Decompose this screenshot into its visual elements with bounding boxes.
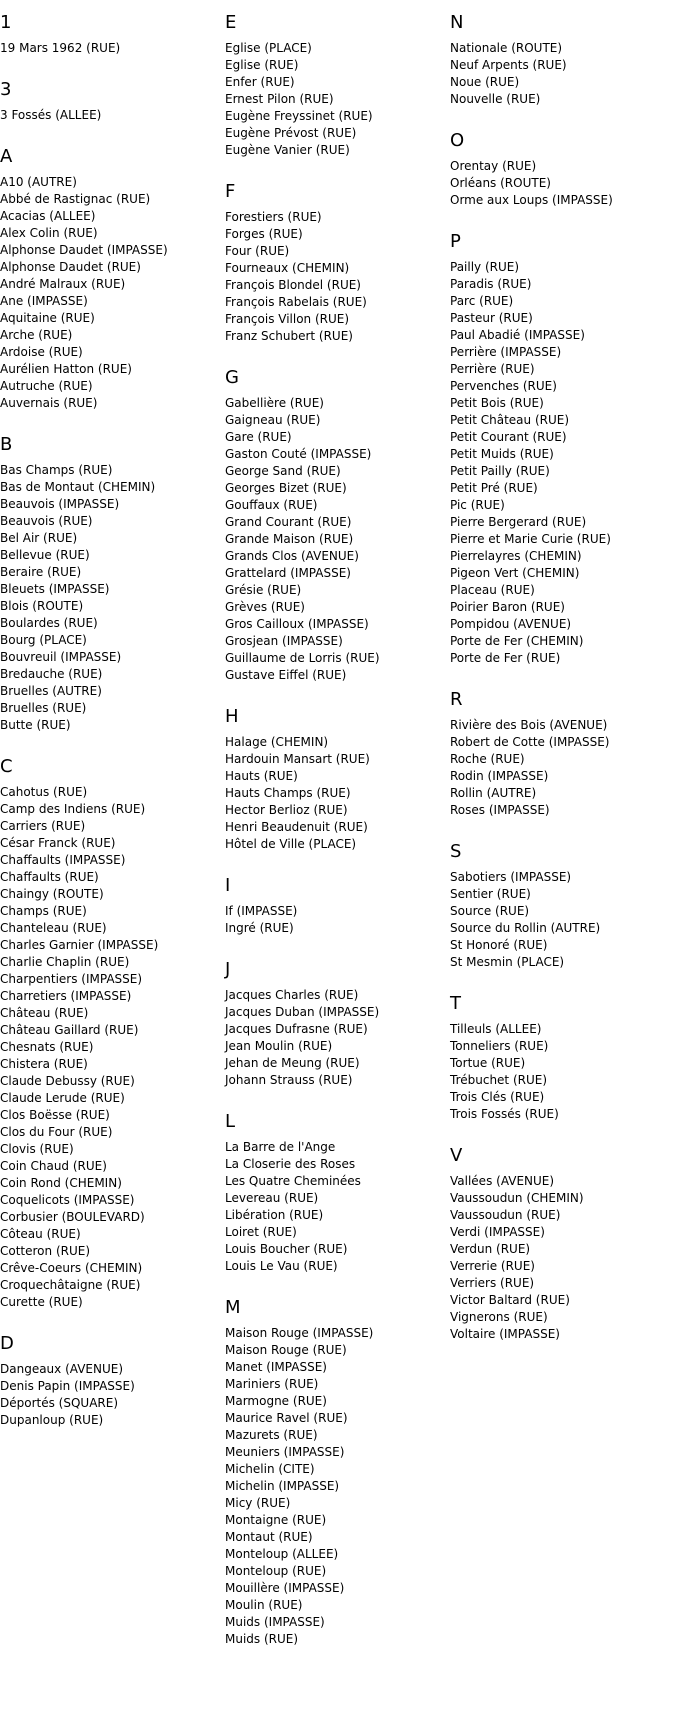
street-item: Paradis (RUE): [450, 277, 532, 291]
street-item: Orentay (RUE): [450, 159, 537, 173]
street-list: [225, 903, 443, 937]
street-item: Camp des Indiens (RUE): [0, 802, 146, 816]
street-item: Cotteron (RUE): [0, 1244, 91, 1258]
section-heading: C: [0, 756, 13, 777]
street-item: Corbusier (BOULEVARD): [0, 1210, 145, 1224]
street-list: [225, 40, 443, 159]
street-item: Eglise (PLACE): [225, 41, 312, 55]
street-item: Champs (RUE): [0, 904, 87, 918]
street-item: Fourneaux (CHEMIN): [225, 261, 350, 275]
street-item: Ingré (RUE): [225, 921, 294, 935]
street-item: Gros Cailloux (IMPASSE): [225, 617, 369, 631]
street-item: Mouillère (IMPASSE): [225, 1581, 345, 1595]
street-item: Porte de Fer (CHEMIN): [450, 634, 584, 648]
column-3: [450, 12, 675, 1343]
street-item: Autruche (RUE): [0, 379, 93, 393]
street-item: Vignerons (RUE): [450, 1310, 548, 1324]
street-item: La Closerie des Roses: [225, 1157, 356, 1171]
street-item: Dangeaux (AVENUE): [0, 1362, 124, 1376]
street-item: 3 Fossés (ALLEE): [0, 108, 102, 122]
street-item: Tortue (RUE): [450, 1056, 526, 1070]
street-item: Michelin (CITE): [225, 1462, 315, 1476]
street-item: Maison Rouge (RUE): [225, 1343, 347, 1357]
street-item: Victor Baltard (RUE): [450, 1293, 570, 1307]
section-spacer: [450, 209, 675, 231]
section-spacer: [450, 971, 675, 993]
street-item: Dupanloup (RUE): [0, 1413, 104, 1427]
street-item: Source du Rollin (AUTRE): [450, 921, 601, 935]
street-item: Voltaire (IMPASSE): [450, 1327, 560, 1341]
street-item: Trois Clés (RUE): [450, 1090, 545, 1104]
section-heading: B: [0, 434, 13, 455]
street-item: Pompidou (AVENUE): [450, 617, 572, 631]
section-heading: A: [0, 146, 13, 167]
section-spacer: [0, 124, 218, 146]
street-item: Gustave Eiffel (RUE): [225, 668, 347, 682]
street-item: Muids (RUE): [225, 1632, 299, 1646]
street-item: Jean Moulin (RUE): [225, 1039, 333, 1053]
section-heading: O: [450, 130, 465, 151]
street-item: Arche (RUE): [0, 328, 73, 342]
street-item: Bruelles (AUTRE): [0, 684, 102, 698]
street-list: [225, 1139, 443, 1275]
street-list: [0, 462, 218, 734]
section-heading: 3: [0, 79, 12, 100]
street-item: Paul Abadié (IMPASSE): [450, 328, 585, 342]
street-item: Montaigne (RUE): [225, 1513, 327, 1527]
street-item: Petit Bois (RUE): [450, 396, 544, 410]
street-item: Grande Maison (RUE): [225, 532, 354, 546]
street-item: Chistera (RUE): [0, 1057, 88, 1071]
street-item: La Barre de l'Ange: [225, 1140, 336, 1154]
street-item: Curette (RUE): [0, 1295, 83, 1309]
section-heading: V: [450, 1145, 463, 1166]
section-heading: N: [450, 12, 464, 33]
street-item: Manet (IMPASSE): [225, 1360, 327, 1374]
street-item: Blois (ROUTE): [0, 599, 84, 613]
section-m: [225, 1297, 443, 1648]
street-item: Claude Debussy (RUE): [0, 1074, 135, 1088]
street-item: Mazurets (RUE): [225, 1428, 318, 1442]
street-item: Grésie (RUE): [225, 583, 302, 597]
street-item: Jacques Charles (RUE): [225, 988, 359, 1002]
street-item: Source (RUE): [450, 904, 530, 918]
street-item: Bellevue (RUE): [0, 548, 90, 562]
street-item: Levereau (RUE): [225, 1191, 319, 1205]
street-item: Grands Clos (AVENUE): [225, 549, 359, 563]
section-spacer: [0, 57, 218, 79]
street-list: [450, 1173, 675, 1343]
street-item: Chaffaults (IMPASSE): [0, 853, 126, 867]
street-item: Eglise (RUE): [225, 58, 299, 72]
street-item: Grattelard (IMPASSE): [225, 566, 351, 580]
street-item: Auvernais (RUE): [0, 396, 98, 410]
street-item: Petit Château (RUE): [450, 413, 570, 427]
street-item: Bredauche (RUE): [0, 667, 103, 681]
street-item: Parc (RUE): [450, 294, 514, 308]
section-l: [225, 1111, 443, 1275]
section-spacer: [450, 819, 675, 841]
street-item: César Franck (RUE): [0, 836, 116, 850]
street-item: Meuniers (IMPASSE): [225, 1445, 345, 1459]
street-item: Eugène Freyssinet (RUE): [225, 109, 373, 123]
section-o: [450, 130, 675, 209]
street-item: Bas Champs (RUE): [0, 463, 113, 477]
section-heading: 1: [0, 12, 12, 33]
street-item: Petit Muids (RUE): [450, 447, 554, 461]
street-item: Louis Le Vau (RUE): [225, 1259, 338, 1273]
street-item: Eugène Prévost (RUE): [225, 126, 357, 140]
street-item: Carriers (RUE): [0, 819, 86, 833]
street-item: Perrière (RUE): [450, 362, 535, 376]
street-item: Four (RUE): [225, 244, 290, 258]
section-heading: D: [0, 1333, 14, 1354]
street-item: Coin Chaud (RUE): [0, 1159, 107, 1173]
column-2: [225, 12, 443, 1648]
street-list: [0, 107, 218, 124]
street-item: Maurice Ravel (RUE): [225, 1411, 348, 1425]
street-item: Bouvreuil (IMPASSE): [0, 650, 122, 664]
section-spacer: [225, 159, 443, 181]
street-item: Bleuets (IMPASSE): [0, 582, 110, 596]
street-item: Porte de Fer (RUE): [450, 651, 561, 665]
street-item: Bas de Montaut (CHEMIN): [0, 480, 156, 494]
street-item: Verrerie (RUE): [450, 1259, 535, 1273]
street-item: Gaigneau (RUE): [225, 413, 321, 427]
street-item: Tilleuls (ALLEE): [450, 1022, 542, 1036]
street-item: Hauts Champs (RUE): [225, 786, 351, 800]
street-item: Rollin (AUTRE): [450, 786, 537, 800]
street-item: Nationale (ROUTE): [450, 41, 563, 55]
section-heading: G: [225, 367, 239, 388]
street-item: Gabellière (RUE): [225, 396, 324, 410]
street-item: Tonneliers (RUE): [450, 1039, 549, 1053]
section-spacer: [225, 345, 443, 367]
section-1: [0, 12, 218, 57]
street-list: [0, 1361, 218, 1429]
street-item: Jacques Duban (IMPASSE): [225, 1005, 380, 1019]
section-spacer: [450, 108, 675, 130]
street-item: Franz Schubert (RUE): [225, 329, 353, 343]
street-item: Charretiers (IMPASSE): [0, 989, 132, 1003]
section-heading: S: [450, 841, 462, 862]
street-item: Robert de Cotte (IMPASSE): [450, 735, 610, 749]
street-item: Trois Fossés (RUE): [450, 1107, 559, 1121]
street-item: Déportés (SQUARE): [0, 1396, 119, 1410]
street-item: Acacias (ALLEE): [0, 209, 96, 223]
section-heading: F: [225, 181, 236, 202]
street-item: Pasteur (RUE): [450, 311, 533, 325]
street-item: Beraire (RUE): [0, 565, 82, 579]
street-item: Pailly (RUE): [450, 260, 520, 274]
street-list: [450, 40, 675, 108]
section-spacer: [0, 1311, 218, 1333]
section-e: [225, 12, 443, 159]
street-item: Charles Garnier (IMPASSE): [0, 938, 159, 952]
street-item: Denis Papin (IMPASSE): [0, 1379, 135, 1393]
street-list: [450, 259, 675, 667]
street-item: Charlie Chaplin (RUE): [0, 955, 130, 969]
section-v: [450, 1145, 675, 1343]
street-item: Boulardes (RUE): [0, 616, 98, 630]
street-item: Trébuchet (RUE): [450, 1073, 548, 1087]
street-item: Gare (RUE): [225, 430, 292, 444]
street-item: Cahotus (RUE): [0, 785, 88, 799]
street-item: Croquechâtaigne (RUE): [0, 1278, 141, 1292]
section-heading: J: [225, 959, 231, 980]
street-list: [450, 717, 675, 819]
section-f: [225, 181, 443, 345]
street-item: Clos du Four (RUE): [0, 1125, 113, 1139]
street-item: Butte (RUE): [0, 718, 71, 732]
street-item: Ernest Pilon (RUE): [225, 92, 334, 106]
street-item: Pierre et Marie Curie (RUE): [450, 532, 611, 546]
street-item: François Blondel (RUE): [225, 278, 361, 292]
street-item: Aquitaine (RUE): [0, 311, 95, 325]
street-item: André Malraux (RUE): [0, 277, 126, 291]
street-item: Clovis (RUE): [0, 1142, 74, 1156]
street-item: Chanteleau (RUE): [0, 921, 107, 935]
street-item: Guillaume de Lorris (RUE): [225, 651, 380, 665]
street-item: Muids (IMPASSE): [225, 1615, 325, 1629]
section-spacer: [450, 1123, 675, 1145]
section-heading: I: [225, 875, 231, 896]
column-1: [0, 12, 218, 1429]
section-spacer: [0, 734, 218, 756]
street-item: Château Gaillard (RUE): [0, 1023, 139, 1037]
street-item: Henri Beaudenuit (RUE): [225, 820, 368, 834]
section-c: [0, 756, 218, 1311]
section-spacer: [225, 937, 443, 959]
section-a: [0, 146, 218, 412]
street-item: Mariniers (RUE): [225, 1377, 319, 1391]
street-item: Clos Boësse (RUE): [0, 1108, 110, 1122]
street-item: Forestiers (RUE): [225, 210, 322, 224]
section-heading: H: [225, 706, 239, 727]
street-item: Verdi (IMPASSE): [450, 1225, 545, 1239]
street-item: Chaingy (ROUTE): [0, 887, 104, 901]
street-item: Orléans (ROUTE): [450, 176, 551, 190]
street-item: Loiret (RUE): [225, 1225, 297, 1239]
street-item: Eugène Vanier (RUE): [225, 143, 350, 157]
street-list: [225, 734, 443, 853]
street-item: Michelin (IMPASSE): [225, 1479, 340, 1493]
street-item: Hardouin Mansart (RUE): [225, 752, 370, 766]
section-spacer: [0, 412, 218, 434]
section-d: [0, 1333, 218, 1429]
street-item: Bruelles (RUE): [0, 701, 87, 715]
street-item: Hauts (RUE): [225, 769, 298, 783]
street-item: Pierre Bergerard (RUE): [450, 515, 587, 529]
street-list: [225, 1325, 443, 1648]
street-list: [0, 784, 218, 1311]
street-list: [450, 869, 675, 971]
street-item: Moulin (RUE): [225, 1598, 303, 1612]
street-item: Alphonse Daudet (IMPASSE): [0, 243, 168, 257]
section-r: [450, 689, 675, 819]
street-item: Perrière (IMPASSE): [450, 345, 562, 359]
street-item: Crêve-Coeurs (CHEMIN): [0, 1261, 143, 1275]
section-n: [450, 12, 675, 108]
street-item: Forges (RUE): [225, 227, 303, 241]
street-item: Monteloup (ALLEE): [225, 1547, 339, 1561]
section-spacer: [225, 853, 443, 875]
street-item: Libération (RUE): [225, 1208, 324, 1222]
street-item: Louis Boucher (RUE): [225, 1242, 348, 1256]
street-item: Hôtel de Ville (PLACE): [225, 837, 357, 851]
street-item: Bourg (PLACE): [0, 633, 87, 647]
street-item: Pierrelayres (CHEMIN): [450, 549, 582, 563]
street-item: Charpentiers (IMPASSE): [0, 972, 143, 986]
street-item: Maison Rouge (IMPASSE): [225, 1326, 374, 1340]
street-list: [225, 209, 443, 345]
section-spacer: [225, 1089, 443, 1111]
section-t: [450, 993, 675, 1123]
street-item: Gouffaux (RUE): [225, 498, 318, 512]
street-item: Hector Berlioz (RUE): [225, 803, 348, 817]
street-item: St Honoré (RUE): [450, 938, 548, 952]
street-item: Rivière des Bois (AVENUE): [450, 718, 608, 732]
street-item: 19 Mars 1962 (RUE): [0, 41, 121, 55]
street-item: François Villon (RUE): [225, 312, 350, 326]
street-item: Coin Rond (CHEMIN): [0, 1176, 122, 1190]
street-item: Chaffaults (RUE): [0, 870, 99, 884]
street-item: Sabotiers (IMPASSE): [450, 870, 572, 884]
street-item: Chesnats (RUE): [0, 1040, 94, 1054]
street-item: Rodin (IMPASSE): [450, 769, 549, 783]
section-p: [450, 231, 675, 667]
street-item: Beauvois (RUE): [0, 514, 93, 528]
street-list: [450, 1021, 675, 1123]
street-item: Abbé de Rastignac (RUE): [0, 192, 151, 206]
street-item: Alex Colin (RUE): [0, 226, 98, 240]
street-item: Orme aux Loups (IMPASSE): [450, 193, 613, 207]
street-item: Pic (RUE): [450, 498, 505, 512]
street-item: Placeau (RUE): [450, 583, 535, 597]
street-item: Nouvelle (RUE): [450, 92, 541, 106]
section-heading: E: [225, 12, 237, 33]
street-item: Côteau (RUE): [0, 1227, 81, 1241]
street-item: Roche (RUE): [450, 752, 525, 766]
street-item: George Sand (RUE): [225, 464, 341, 478]
street-item: Monteloup (RUE): [225, 1564, 327, 1578]
section-3: [0, 79, 218, 124]
street-item: Halage (CHEMIN): [225, 735, 329, 749]
section-heading: M: [225, 1297, 241, 1318]
section-heading: R: [450, 689, 463, 710]
street-item: Petit Pré (RUE): [450, 481, 538, 495]
street-item: Marmogne (RUE): [225, 1394, 327, 1408]
street-list: [225, 987, 443, 1089]
street-item: Aurélien Hatton (RUE): [0, 362, 132, 376]
street-item: Château (RUE): [0, 1006, 89, 1020]
street-item: Pervenches (RUE): [450, 379, 557, 393]
street-item: Petit Pailly (RUE): [450, 464, 550, 478]
section-heading: L: [225, 1111, 236, 1132]
section-heading: T: [450, 993, 461, 1014]
street-item: François Rabelais (RUE): [225, 295, 367, 309]
street-item: Verdun (RUE): [450, 1242, 531, 1256]
street-item: Vaussoudun (CHEMIN): [450, 1191, 584, 1205]
street-item: Coquelicots (IMPASSE): [0, 1193, 135, 1207]
street-item: Johann Strauss (RUE): [225, 1073, 353, 1087]
section-spacer: [225, 684, 443, 706]
section-s: [450, 841, 675, 971]
street-item: Noue (RUE): [450, 75, 520, 89]
street-item: Micy (RUE): [225, 1496, 291, 1510]
section-i: [225, 875, 443, 937]
street-item: Verriers (RUE): [450, 1276, 535, 1290]
section-g: [225, 367, 443, 684]
street-item: Georges Bizet (RUE): [225, 481, 347, 495]
street-item: Les Quatre Cheminées: [225, 1174, 361, 1188]
street-item: Vallées (AVENUE): [450, 1174, 555, 1188]
street-list: [225, 395, 443, 684]
section-h: [225, 706, 443, 853]
street-item: Roses (IMPASSE): [450, 803, 550, 817]
street-item: Claude Lerude (RUE): [0, 1091, 125, 1105]
section-heading: P: [450, 231, 461, 252]
street-item: Ane (IMPASSE): [0, 294, 88, 308]
section-j: [225, 959, 443, 1089]
street-item: Petit Courant (RUE): [450, 430, 567, 444]
street-item: Grèves (RUE): [225, 600, 305, 614]
street-list: [450, 158, 675, 209]
street-item: Jacques Dufrasne (RUE): [225, 1022, 368, 1036]
street-item: Ardoise (RUE): [0, 345, 83, 359]
street-item: Vaussoudun (RUE): [450, 1208, 561, 1222]
street-item: Poirier Baron (RUE): [450, 600, 565, 614]
street-item: Bel Air (RUE): [0, 531, 78, 545]
street-item: A10 (AUTRE): [0, 175, 77, 189]
street-item: Jehan de Meung (RUE): [225, 1056, 360, 1070]
street-item: Neuf Arpents (RUE): [450, 58, 567, 72]
street-item: Sentier (RUE): [450, 887, 531, 901]
section-b: [0, 434, 218, 734]
street-item: Gaston Couté (IMPASSE): [225, 447, 372, 461]
street-item: Beauvois (IMPASSE): [0, 497, 120, 511]
street-item: Alphonse Daudet (RUE): [0, 260, 141, 274]
street-list: [0, 174, 218, 412]
street-item: Grosjean (IMPASSE): [225, 634, 343, 648]
street-item: Enfer (RUE): [225, 75, 295, 89]
street-list: [0, 40, 218, 57]
street-item: St Mesmin (PLACE): [450, 955, 565, 969]
street-item: If (IMPASSE): [225, 904, 298, 918]
section-spacer: [450, 667, 675, 689]
street-item: Pigeon Vert (CHEMIN): [450, 566, 580, 580]
section-spacer: [225, 1275, 443, 1297]
street-item: Montaut (RUE): [225, 1530, 313, 1544]
street-item: Grand Courant (RUE): [225, 515, 352, 529]
